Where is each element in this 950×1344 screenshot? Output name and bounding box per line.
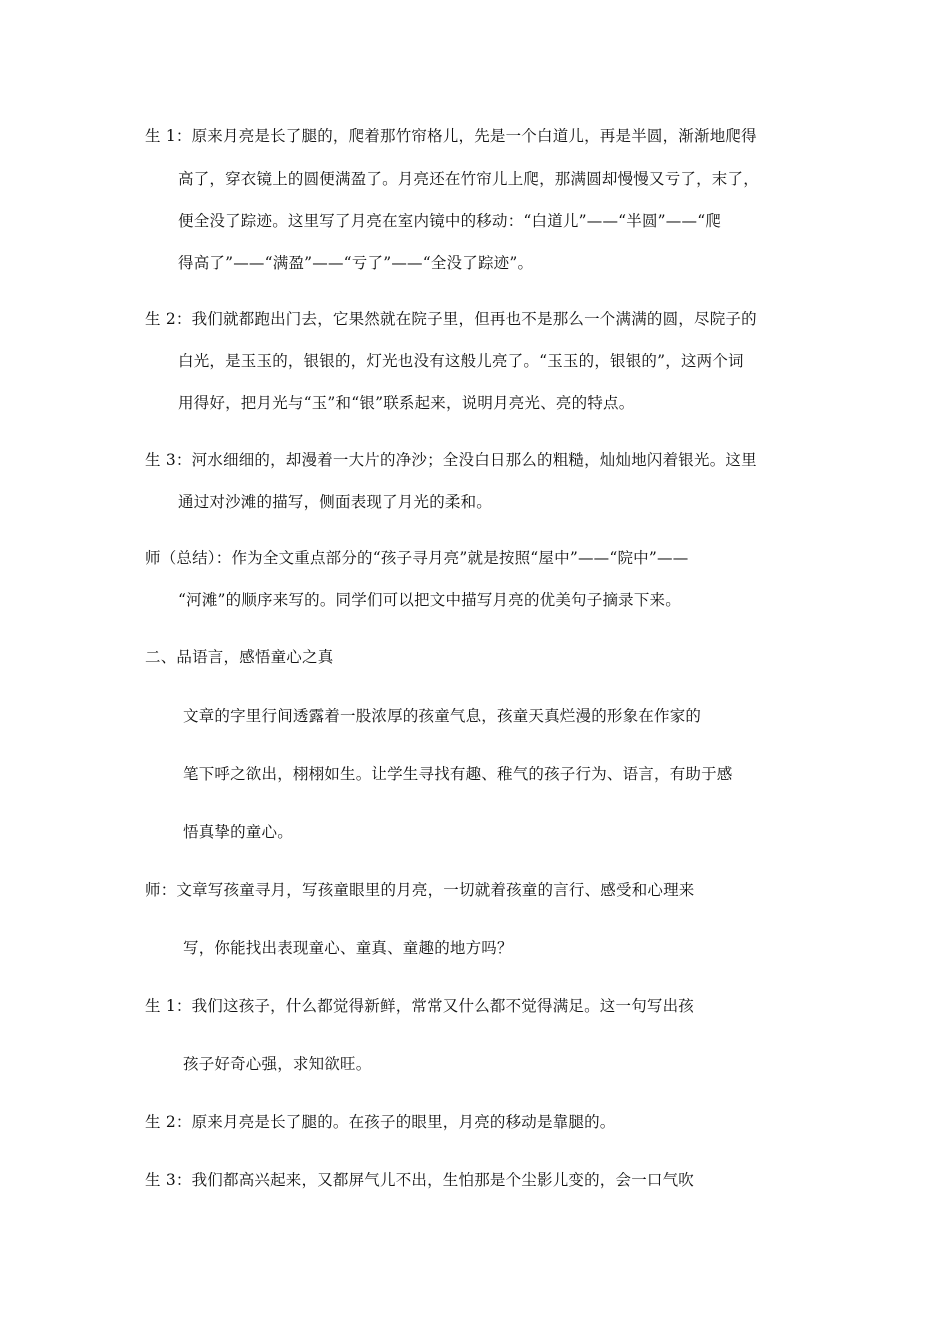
text-line: 用得好，把月光与“玉”和“银”联系起来，说明月亮光、亮的特点。	[178, 394, 635, 412]
text-line: 生 1：原来月亮是长了腿的，爬着那竹帘格儿，先是一个白道儿，再是半圆，渐渐地爬得	[145, 127, 757, 145]
text-line: 得高了”——“满盈”——“亏了”——“全没了踪迹”。	[178, 254, 534, 272]
text-line: 师：文章写孩童寻月，写孩童眼里的月亮，一切就着孩童的言行、感受和心理来	[145, 881, 695, 899]
text-line: 写，你能找出表现童心、童真、童趣的地方吗？	[183, 939, 513, 957]
text-line: 白光，是玉玉的，银银的，灯光也没有这般儿亮了。“玉玉的，银银的”，这两个词	[178, 352, 744, 370]
text-line: 笔下呼之欲出，栩栩如生。让学生寻找有趣、稚气的孩子行为、语言，有助于感	[183, 765, 733, 783]
text-line: 生 1：我们这孩子，什么都觉得新鲜，常常又什么都不觉得满足。这一句写出孩	[145, 997, 694, 1015]
text-line: 生 3：我们都高兴起来，又都屏气儿不出，生怕那是个尘影儿变的，会一口气吹	[145, 1171, 694, 1189]
text-line: 通过对沙滩的描写，侧面表现了月光的柔和。	[178, 493, 493, 511]
text-line: 悟真挚的童心。	[183, 823, 293, 841]
text-line: 师（总结）：作为全文重点部分的“孩子寻月亮”就是按照“屋中”——“院中”——	[145, 549, 689, 567]
text-line: 便全没了踪迹。这里写了月亮在室内镜中的移动：“白道儿”——“半圆”——“爬	[178, 212, 722, 230]
text-line: 高了，穿衣镜上的圆便满盈了。月亮还在竹帘儿上爬，那满圆却慢慢又亏了，末了，	[178, 170, 759, 188]
text-line: 文章的字里行间透露着一股浓厚的孩童气息，孩童天真烂漫的形象在作家的	[183, 707, 702, 725]
text-line: 生 2：我们就都跑出门去，它果然就在院子里，但再也不是那么一个满满的圆，尽院子的	[145, 310, 757, 328]
text-line: 生 2：原来月亮是长了腿的。在孩子的眼里，月亮的移动是靠腿的。	[145, 1113, 616, 1131]
text-line: 生 3：河水细细的，却漫着一大片的净沙；全没白日那么的粗糙，灿灿地闪着银光。这里	[145, 451, 757, 469]
text-line: “河滩”的顺序来写的。同学们可以把文中描写月亮的优美句子摘录下来。	[178, 591, 681, 609]
text-line: 孩子好奇心强，求知欲旺。	[183, 1055, 372, 1073]
section-heading: 二、品语言，感悟童心之真	[145, 648, 334, 666]
